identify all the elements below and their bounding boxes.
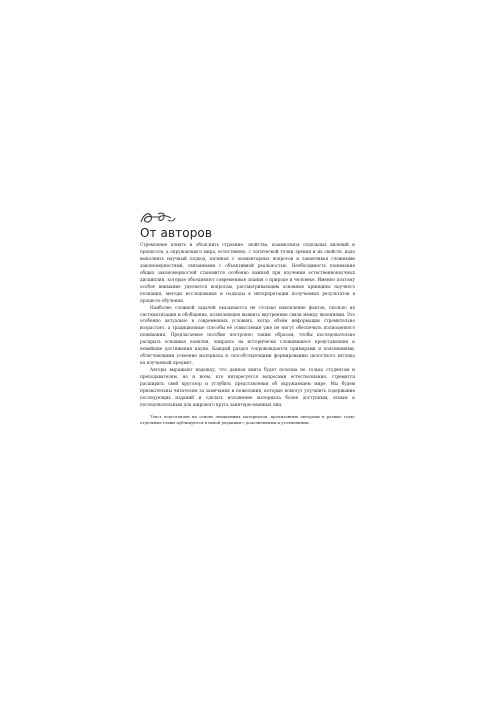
paragraph: Авторы выражают надежду, что данная книга будет полезна не только студентам и преподавателям, но и всем, кто интересуется вопросами естествознания, стремится расширить свой кругозор и углубить представления об окружающем мире. Мы будем признательны читателям за замечания и пожелания, которые помогут улучшить содержание последующих изданий и сделать изложение материала более доступным, ясным и последовательным для широкого круга заинтересованных лиц. [140,368,355,408]
body-text [140,243,355,426]
footnote: Текст подготовлен на основе лекционных материалов, прочитанных авторами в разные годы; отдельные главы публикуются в новой редакции с дополнениями и уточнениями. [140,413,355,426]
chapter-ornament-icon [138,210,178,226]
paragraph: Стремление понять и объяснить строение, свойства, взаимосвязь отдельных явлений и процессов, а окружающего мира, естественно, с логической точки зрения и их свойств, надо выполнить научный подход, начиная с элементарных вопросов и заканчивая сложными закономерностями, связанными с объективной реальностью. Необходимость понимания общих закономерностей становится особенно важной при изучении естественнонаучных дисциплин, которые объединяют современные знания о природе и человеке. Именно поэтому особое внимание уделяется вопросам, рассматривающим основные принципы научного познания, методы исследования и подходы к интерпретации получаемых результатов в процессе обучения. [140,243,355,304]
chapter-title: От авторов [140,226,213,240]
paragraph: Наиболее сложной задачей оказывается не столько накопление фактов, сколько их систематизация и обобщение, позволяющее выявить внутренние связи между явлениями. Это особенно актуально в современных условиях, когда объём информации стремительно возрастает, а традиционные способы её осмысления уже не могут обеспечить полноценного понимания. Предлагаемое пособие построено таким образом, чтобы последовательно раскрыть основные понятия, опираясь на исторически сложившиеся представления и новейшие достижения науки. Каждый раздел сопровождается примерами и пояснениями, облегчающими усвоение материала и способствующими формированию целостного взгляда на изучаемый предмет. [140,305,355,367]
